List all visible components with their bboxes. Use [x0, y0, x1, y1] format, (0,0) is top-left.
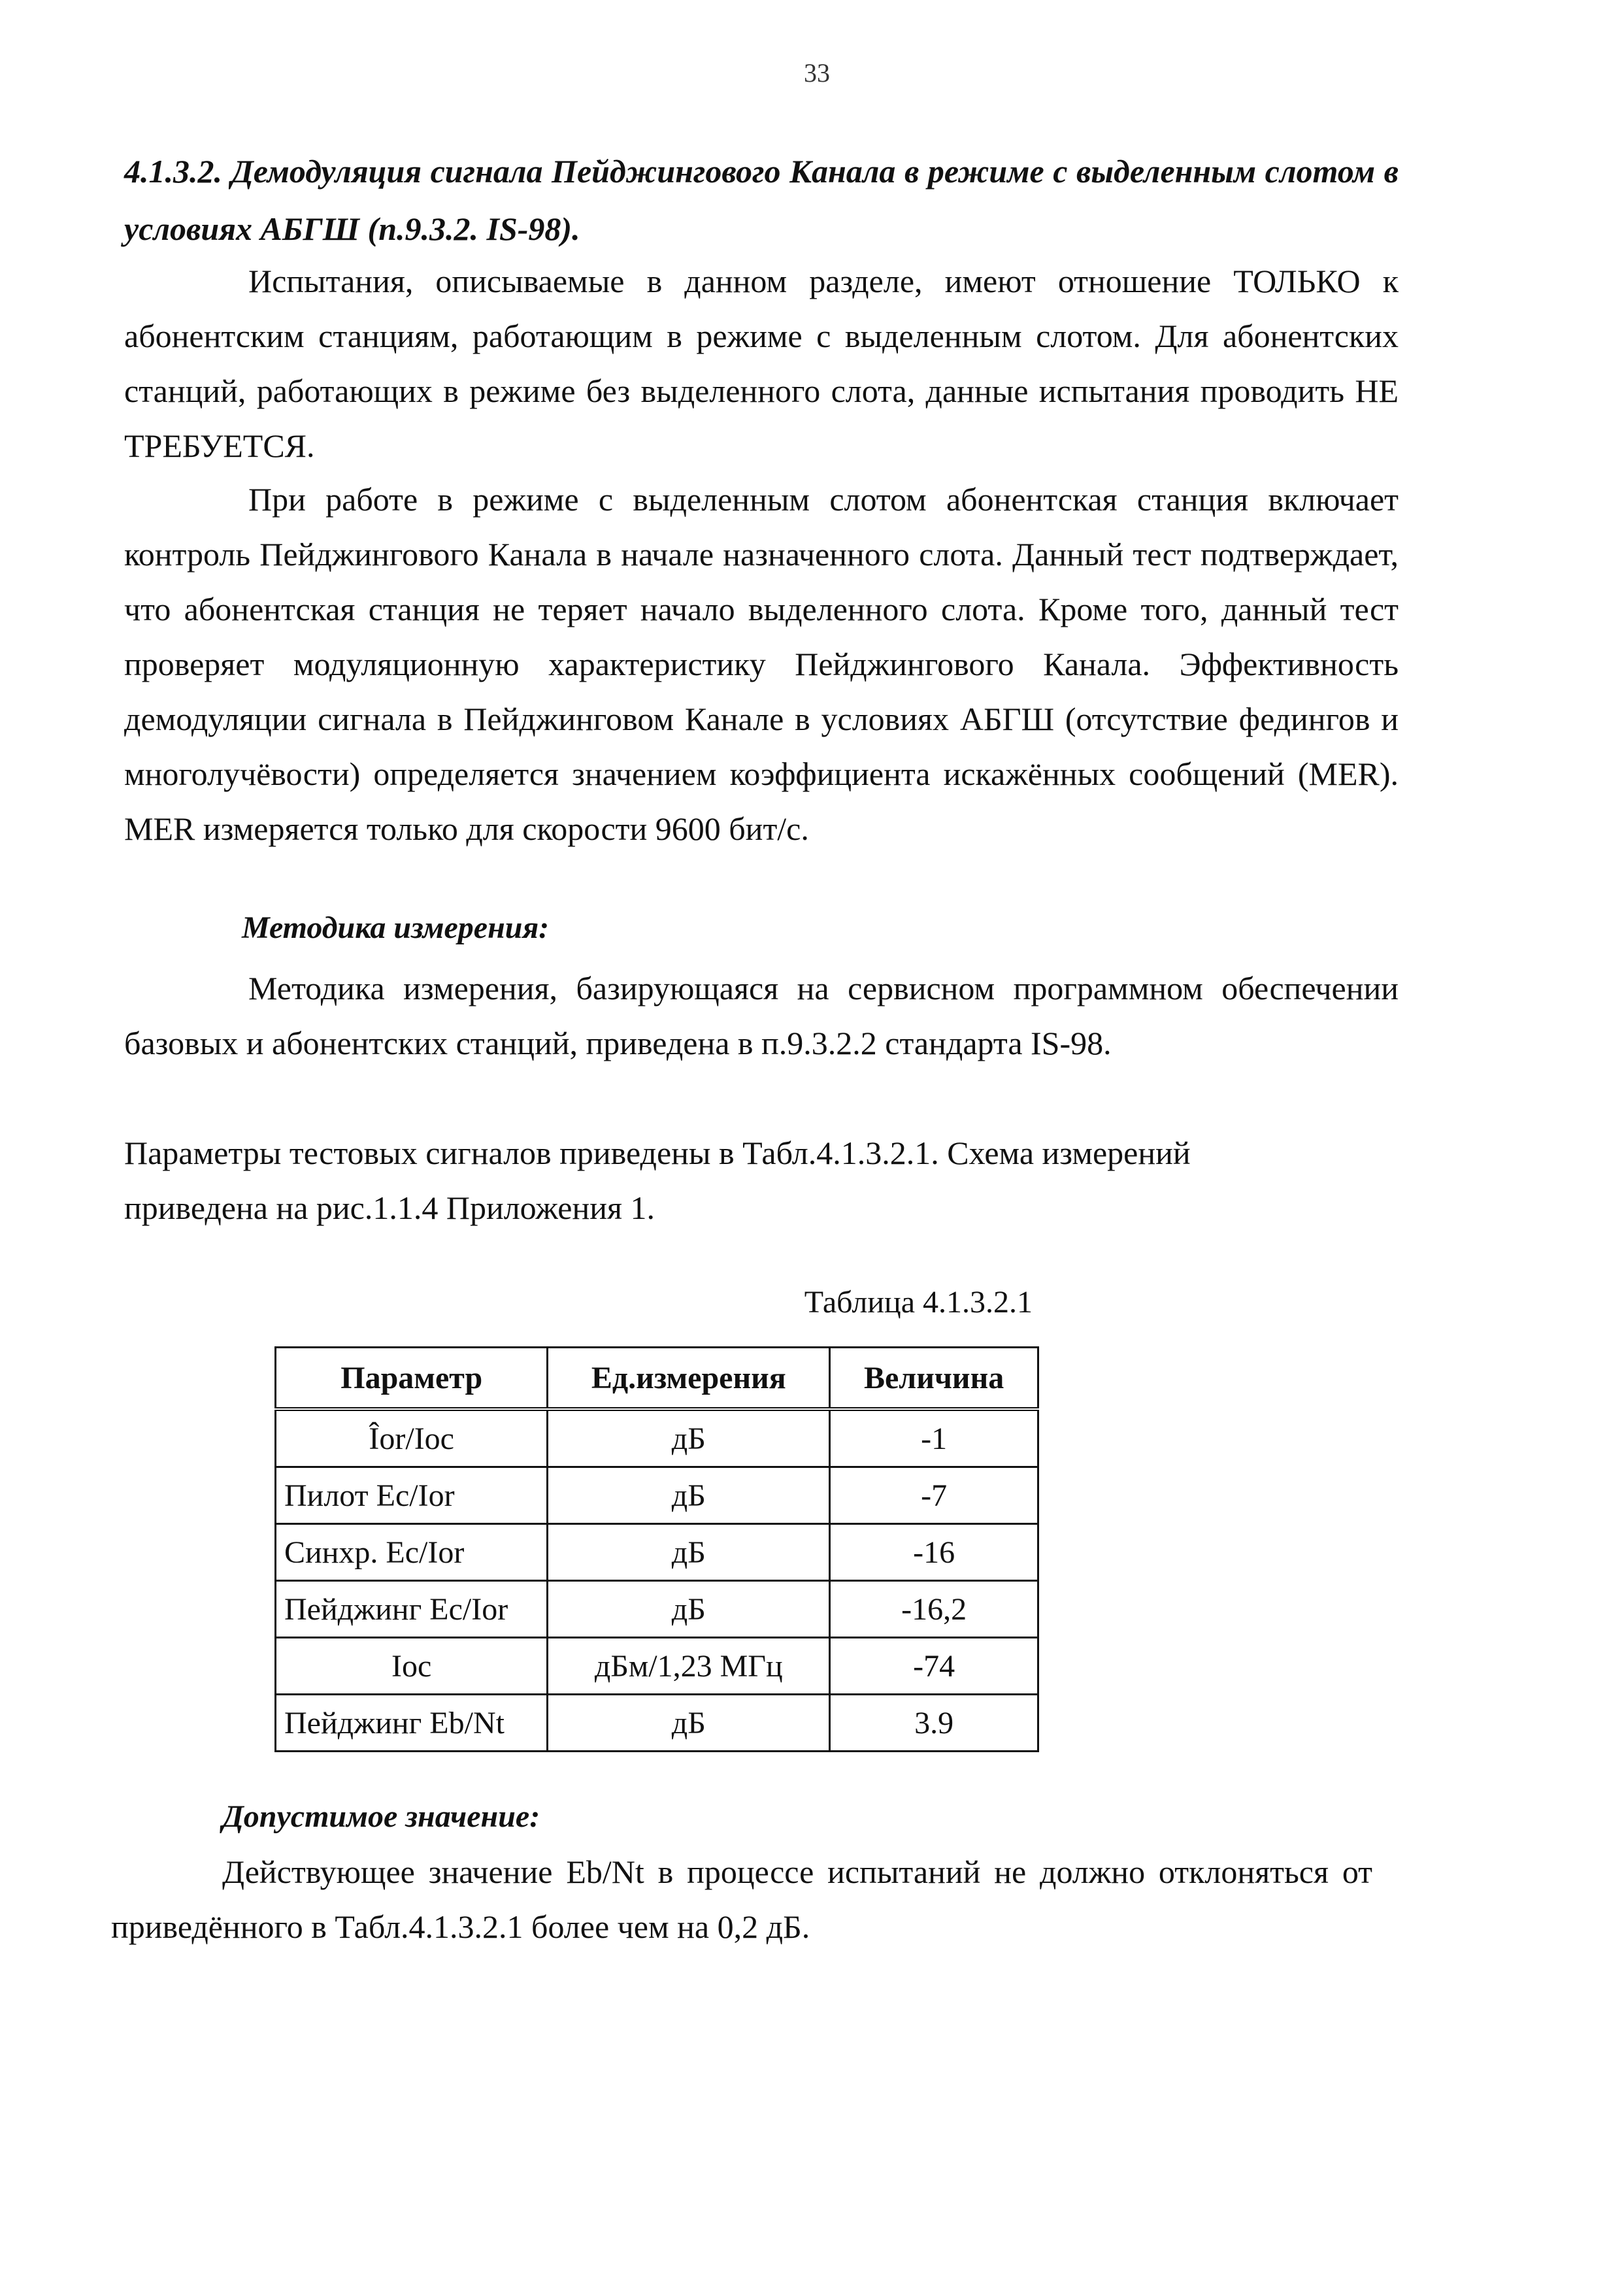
table-caption: Таблица 4.1.3.2.1: [804, 1285, 1033, 1320]
section-heading: 4.1.3.2. Демодуляция сигнала Пейджингового Канала в режиме с выделенным слотом в условиях АБГШ (п.9.3.2. IS-98).: [124, 153, 1399, 247]
row-param: Синхр. Ec/Ior: [276, 1524, 548, 1581]
row-value: -74: [830, 1638, 1038, 1695]
table-row: [276, 1638, 1038, 1695]
allowed-suffix: в процессе испытаний не должно отклоняться от приведённого в Табл.4.1.3.2.1 более чем на 0,2 дБ.: [111, 1853, 1373, 1945]
header-value: Величина: [830, 1348, 1038, 1410]
row-unit: дБ: [548, 1695, 830, 1752]
row-value: -16: [830, 1524, 1038, 1581]
paragraph-description: При работе в режиме с выделенным слотом абонентская станция включает контроль Пейджингового Канала в начале назначенного слота. Данный тест подтверждает, что абонентская станция не теряет начало выделенного слота. Кроме того, данный тест проверяет модуляционную характеристику Пейджингового Канала. Эффективность демодуляции сигнала в Пейджинговом Канале в условиях АБГШ (отсутствие федингов и многолучёвости) определяется значением коэффициента искажённых сообщений (MER). MER измеряется только для скорости 9600 бит/с.: [124, 481, 1399, 847]
row-unit: дБ: [548, 1581, 830, 1638]
paragraph-parameters: Параметры тестовых сигналов приведены в Табл.4.1.3.2.1. Схема измерений приведена на рис.1.1.4 Приложения 1.: [124, 1135, 1191, 1226]
row-param: Ioc: [276, 1638, 548, 1695]
header-unit: Ед.измерения: [548, 1348, 830, 1410]
row-value: -7: [830, 1467, 1038, 1524]
table-row: [276, 1467, 1038, 1524]
row-unit: дБ: [548, 1409, 830, 1467]
allowed-prefix: Действующее значение: [222, 1853, 553, 1890]
row-value: -1: [830, 1409, 1038, 1467]
page-number: 33: [804, 58, 830, 88]
table-row: [276, 1581, 1038, 1638]
table-row: [276, 1524, 1038, 1581]
row-param: Пейджинг Ec/Ior: [276, 1581, 548, 1638]
row-param: Пейджинг Eb/Nt: [276, 1695, 548, 1752]
allowed-value-heading: Допустимое значение:: [222, 1799, 540, 1834]
parameters-table: [274, 1346, 1039, 1752]
row-param: Пилот Ec/Ior: [276, 1467, 548, 1524]
paragraph-allowed-value: [111, 1844, 1372, 1954]
table-row: [276, 1409, 1038, 1467]
row-unit: дБ: [548, 1524, 830, 1581]
row-value: -16,2: [830, 1581, 1038, 1638]
table-row: [276, 1695, 1038, 1752]
row-value: 3.9: [830, 1695, 1038, 1752]
paragraph-method: Методика измерения, базирующаяся на сервисном программном обеспечении базовых и абонентских станций, приведена в п.9.3.2.2 стандарта IS-98.: [124, 970, 1399, 1061]
method-heading: Методика измерения:: [242, 910, 550, 945]
paragraph-applicability: Испытания, описываемые в данном разделе, имеют отношение ТОЛЬКО к абонентским станциям, работающим в режиме с выделенным слотом. Для абонентских станций, работающих в режиме без выделенного слота, данные испытания проводить НЕ ТРЕБУЕТСЯ.: [124, 263, 1399, 464]
row-param: Îor/Ioc: [276, 1409, 548, 1467]
table-header-row: [276, 1348, 1038, 1410]
row-unit: дБ: [548, 1467, 830, 1524]
row-unit: дБм/1,23 МГц: [548, 1638, 830, 1695]
header-parameter: Параметр: [276, 1348, 548, 1410]
eb-nt-symbol: Eb/Nt: [566, 1853, 644, 1890]
